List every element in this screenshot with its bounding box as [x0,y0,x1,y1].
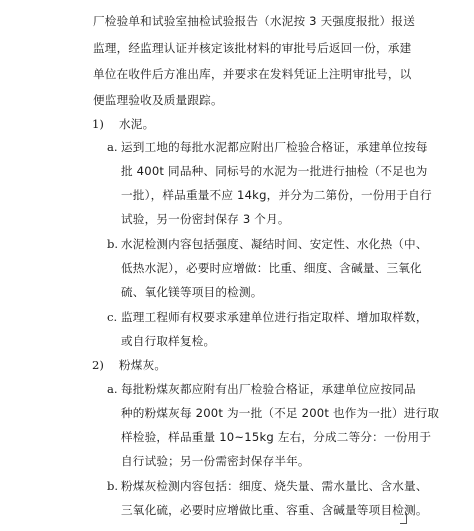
item-line: 试验，另一份密封保存 3 个月。 [121,212,290,226]
item-line: 粉煤灰检测内容包括：细度、烧失量、需水量比、含水量、 [121,479,428,493]
item-marker: a. [107,382,118,396]
intro-line: 监理，经监理认证并核定该批材料的审批号后返回一份，承建 [93,41,412,55]
item-line: 一批），样品重量不应 14kg，并分为二第份，一份用于自行 [121,188,432,202]
item-line: 批 400t 同品种、同标号的水泥为一批进行抽检（不足也为 [121,164,428,178]
item-marker: b. [107,479,119,493]
item-marker: a. [107,140,118,154]
item-line: 每批粉煤灰都应附有出厂检验合格证，承建单位应按同品 [121,382,416,396]
intro-line: 便监理验收及质量跟踪。 [93,93,223,107]
section-number: 2) [92,358,104,372]
item-line: 硫、氧化镁等项目的检测。 [121,285,263,299]
item-line: 监理工程师有权要求承建单位进行指定取样、增加取样数， [121,310,428,324]
section-number: 1) [92,117,104,131]
item-line: 低热水泥），必要时应增做：比重、细度、含碱量、三氧化 [121,261,422,275]
intro-line: 单位在收件后方准出库，并要求在发料凭证上注明审批号，以 [93,67,412,81]
intro-line: 厂检验单和试验室抽检试验报告（水泥按 3 天强度报批）报送 [93,14,415,28]
item-line: 样检验，样品重量 10~15kg 左右，分成二等分：一份用于 [121,430,432,444]
item-line: 水泥检测内容包括强度、凝结时间、安定性、水化热（中、 [121,237,428,251]
item-line: 自行试验；另一份需密封保存半年。 [121,454,310,468]
item-line: 三氧化硫，必要时应增做比重、容重、含碱量等项目检测。 [121,503,428,517]
item-marker: b. [107,237,119,251]
margin-mark-icon [400,513,407,524]
section-title: 水泥。 [119,117,155,131]
item-line: 种的粉煤灰每 200t 为一批（不足 200t 也作为一批）进行取 [121,406,440,420]
item-line: 或自行取样复检。 [121,334,216,348]
item-line: 运到工地的每批水泥都应附出厂检验合格证，承建单位按每 [121,140,428,154]
item-marker: c. [107,310,118,324]
section-title: 粉煤灰。 [119,358,167,372]
